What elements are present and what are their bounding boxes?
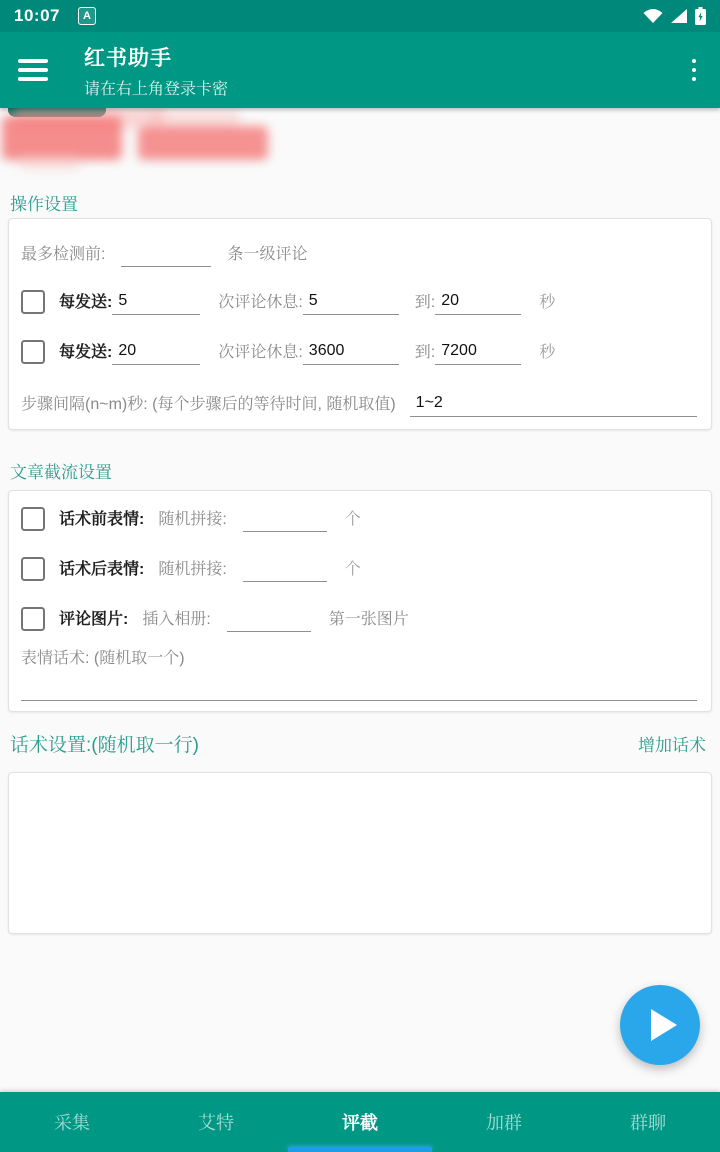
overflow-menu-icon[interactable] xyxy=(686,53,703,88)
album-index-input[interactable] xyxy=(227,608,311,632)
rest-to-input[interactable]: 7200 xyxy=(435,339,521,365)
first-image-label: 第一张图片 xyxy=(328,611,409,628)
count-unit: 个 xyxy=(344,561,361,578)
status-bar xyxy=(0,0,720,32)
to-label: 到: xyxy=(414,294,436,311)
random-concat-label: 随机拼接: xyxy=(158,561,227,578)
checkbox-emoji-before[interactable] xyxy=(21,507,45,531)
max-check-suffix: 条一级评论 xyxy=(227,246,308,263)
play-icon xyxy=(651,1009,677,1041)
app-bar xyxy=(0,32,720,108)
emoji-script-input[interactable] xyxy=(21,677,697,701)
to-label: 到: xyxy=(414,344,436,361)
input-method-icon: A xyxy=(78,7,96,25)
section-title-script: 话术设置:(随机取一行) xyxy=(10,735,199,756)
operation-settings-card xyxy=(8,218,712,430)
step-interval-input[interactable]: 1~2 xyxy=(410,391,697,417)
comment-image-label: 评论图片: xyxy=(59,611,129,628)
menu-icon[interactable] xyxy=(18,59,48,81)
send-label: 每发送: xyxy=(59,344,113,361)
send-count-input[interactable]: 20 xyxy=(112,339,200,365)
random-concat-label: 随机拼接: xyxy=(158,511,227,528)
send-count-input[interactable]: 5 xyxy=(112,289,200,315)
cellular-signal-icon xyxy=(670,8,688,24)
checkbox-comment-image[interactable] xyxy=(21,607,45,631)
rest-to-input[interactable]: 20 xyxy=(435,289,521,315)
step-interval-label: 步骤间隔(n~m)秒: (每个步骤后的等待时间, 随机取值) xyxy=(21,396,396,413)
content-area xyxy=(0,108,720,1092)
script-list-textarea[interactable] xyxy=(8,772,712,934)
emoji-after-label: 话术后表情: xyxy=(59,561,145,578)
tab-jiaqun[interactable]: 加群 xyxy=(486,1113,522,1133)
active-tab-indicator xyxy=(288,1147,432,1152)
count-unit: 个 xyxy=(344,511,361,528)
start-fab-button[interactable] xyxy=(620,985,700,1065)
checkbox-send-rest-2[interactable] xyxy=(21,340,45,364)
insert-album-label: 插入相册: xyxy=(142,611,211,628)
add-script-button[interactable]: 增加话术 xyxy=(638,736,706,755)
page-subtitle: 请在右上角登录卡密 xyxy=(84,80,229,98)
rest-from-input[interactable]: 3600 xyxy=(303,339,399,365)
section-title-article: 文章截流设置 xyxy=(10,463,112,482)
emoji-script-label: 表情话术: (随机取一个) xyxy=(21,650,185,667)
seconds-unit: 秒 xyxy=(539,344,556,361)
emoji-before-label: 话术前表情: xyxy=(59,511,145,528)
rest-label: 次评论休息: xyxy=(218,344,303,361)
checkbox-emoji-after[interactable] xyxy=(21,557,45,581)
tab-caiji[interactable]: 采集 xyxy=(54,1113,90,1133)
max-check-label: 最多检测前: xyxy=(21,246,106,263)
tab-aite[interactable]: 艾特 xyxy=(198,1113,234,1133)
seconds-unit: 秒 xyxy=(539,294,556,311)
emoji-before-count-input[interactable] xyxy=(243,508,327,532)
send-label: 每发送: xyxy=(59,294,113,311)
checkbox-send-rest-1[interactable] xyxy=(21,290,45,314)
section-title-operation: 操作设置 xyxy=(10,195,78,214)
rest-label: 次评论休息: xyxy=(218,294,303,311)
tab-pingjie[interactable]: 评截 xyxy=(342,1113,378,1133)
max-check-input[interactable] xyxy=(121,243,211,267)
bottom-navigation xyxy=(0,1092,720,1152)
page-title: 红书助手 xyxy=(84,46,172,70)
wifi-icon xyxy=(643,8,663,24)
battery-charging-icon xyxy=(695,7,706,25)
emoji-after-count-input[interactable] xyxy=(243,558,327,582)
rest-from-input[interactable]: 5 xyxy=(303,289,399,315)
clock: 10:07 xyxy=(14,6,60,25)
article-settings-card xyxy=(8,490,712,712)
tab-qunliao[interactable]: 群聊 xyxy=(630,1113,666,1133)
